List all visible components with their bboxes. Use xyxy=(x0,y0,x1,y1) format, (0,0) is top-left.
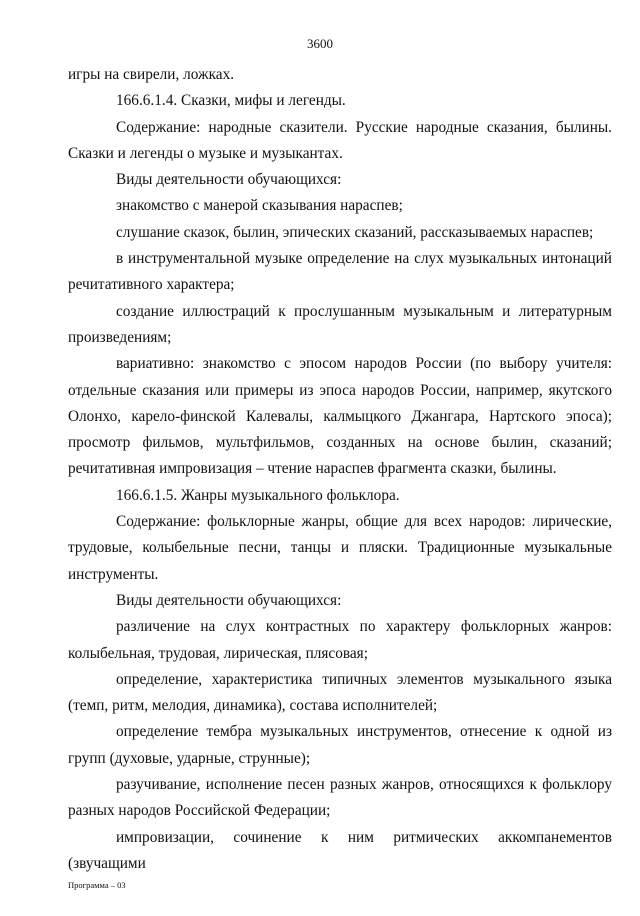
paragraph-content-2: Содержание: фольклорные жанры, общие для всех народов: лирические, трудовые, колыбельные песни, танцы и пляски. Традиционные музыкальные инструменты. xyxy=(68,513,612,583)
section-heading-166-6-1-4: 166.6.1.4. Сказки, мифы и легенды. xyxy=(116,92,346,110)
page-number: 3600 xyxy=(307,36,333,51)
section-heading-166-6-1-5: 166.6.1.5. Жанры музыкального фольклора. xyxy=(116,486,400,504)
document-body xyxy=(68,62,612,877)
activities-heading-2: Виды деятельности обучающихся: xyxy=(116,591,342,609)
list-item: знакомство с манерой сказывания нараспев; xyxy=(116,197,403,215)
list-item: в инструментальной музыке определение на слух музыкальных интонаций речитативного характера; xyxy=(68,250,612,294)
paragraph-1: игры на свирели, ложках. xyxy=(68,66,235,83)
list-item: создание иллюстраций к прослушанным музыкальным и литературным произведениям; xyxy=(68,302,612,346)
list-item: вариативно: знакомство с эпосом народов России (по выбору учителя: отдельные сказания или примеры из эпоса народов России, например, якутского Олонхо, карело-финской Калевалы, калмыцкого Джангара, Нартского эпоса); просмотр фильмов, мультфильмов, созданных на основе былин, сказаний; речитативная импровизация – чтение нараспев фрагмента сказки, былины. xyxy=(68,355,612,478)
activities-heading-1: Виды деятельности обучающихся: xyxy=(116,171,342,189)
list-item: определение тембра музыкальных инструментов, отнесение к одной из групп (духовые, ударные, струнные); xyxy=(68,723,612,767)
paragraph-content-1: Содержание: народные сказители. Русские народные сказания, былины. Сказки и легенды о музыке и музыкантах. xyxy=(68,118,612,162)
page-footer: Программа – 03 xyxy=(68,880,126,890)
list-item: определение, характеристика типичных элементов музыкального языка (темп, ритм, мелодия, динамика), состава исполнителей; xyxy=(68,670,612,715)
list-item: разучивание, исполнение песен разных жанров, относящихся к фольклору разных народов Российской Федерации; xyxy=(68,776,612,820)
list-item: слушание сказок, былин, эпических сказаний, рассказываемых нараспев; xyxy=(116,223,594,241)
list-item: различение на слух контрастных по характеру фольклорных жанров: колыбельная, трудовая, лирическая, плясовая; xyxy=(68,618,612,662)
list-item: импровизации, сочинение к ним ритмических аккомпанементов (звучащими xyxy=(68,828,612,872)
